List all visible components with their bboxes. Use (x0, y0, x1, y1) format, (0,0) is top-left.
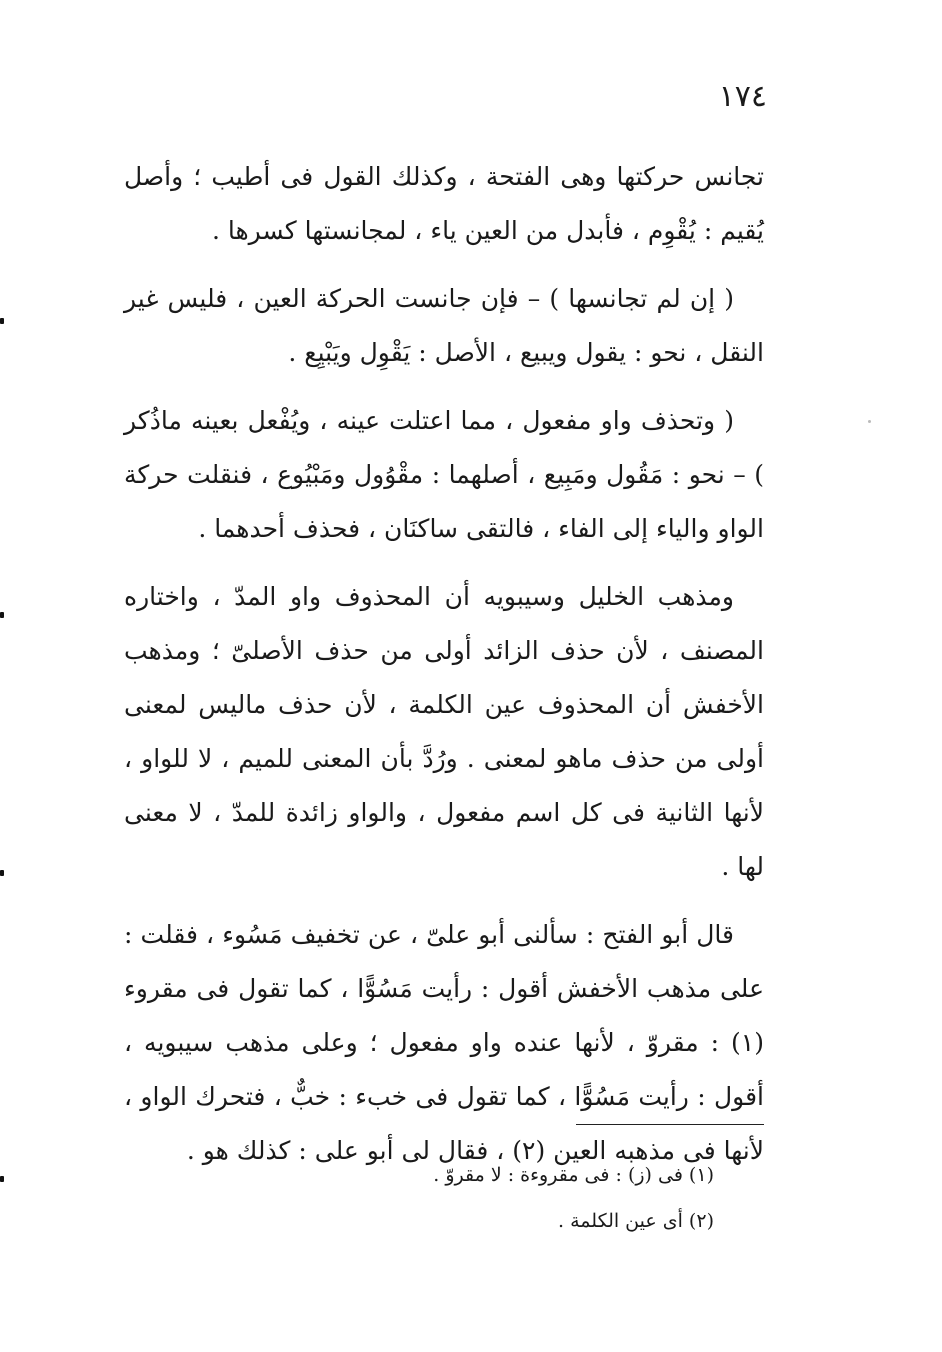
scan-mark (0, 612, 4, 618)
scan-mark (0, 870, 4, 876)
paragraph: قال أبو الفتح : سألنى أبو علىّ ، عن تخفيف مَسُوء ، فقلت : على مذهب الأخفش أقول : رأيت مَسُوًّا ، كما تقول فى مقروء (١) : مقروّ ، لأنها عنده واو مفعول ؛ وعلى مذهب سيبويه ، أقول : رأيت مَسُوًّا ، كما تقول فى خبء : خبٌّ ، فتحرك الواو ، لأنها فى مذهبه العين (٢) ، فقال لى أبو على : كذلك هو . (124, 920, 764, 1165)
scan-speck (868, 420, 871, 423)
footnote-divider (576, 1124, 764, 1125)
footnote: (٢) أى عين الكلمة . (558, 1210, 714, 1232)
page-number: ١٧٤ (718, 79, 767, 114)
paragraph: ( إن لم تجانسها ) – فإن جانست الحركة العين ، فليس غير النقل ، نحو : يقول ويبيع ، الأصل : يَقْوِل ويَبْيِع . (124, 284, 764, 367)
paragraph: ومذهب الخليل وسيبويه أن المحذوف واو المدّ ، واختاره المصنف ، لأن حذف الزائد أولى من حذف الأصلىّ ؛ ومذهب الأخفش أن المحذوف عين الكلمة ، لأن حذف ماليس لمعنى أولى من حذف ماهو لمعنى . ورُدَّ بأن المعنى للميم ، لا للواو ، لأنها الثانية فى كل اسم مفعول ، والواو زائدة للمدّ ، لا معنى لها . (124, 582, 764, 881)
scan-mark (0, 318, 4, 324)
footnote: (١) فى (ز) : فى مقروءة : لا مقروّ . (433, 1164, 714, 1186)
main-text (124, 150, 764, 1192)
paragraph: تجانس حركتها وهى الفتحة ، وكذلك القول فى أطيب ؛ وأصل يُقيم : يُقْوِم ، فأبدل من العين ياء ، لمجانستها كسرها . (124, 162, 764, 245)
footnotes (214, 1152, 714, 1244)
scan-mark (0, 1176, 4, 1182)
paragraph: ( وتحذف واو مفعول ، مما اعتلت عينه ، ويُفْعل بعينه ماذُكر ) – نحو : مَقُول ومَبِيع ، أصلهما : مقْوُول ومَبْيُوع ، فنقلت حركة الواو والياء إلى الفاء ، فالتقى ساكنَان ، فحذف أحدهما . (124, 406, 764, 543)
